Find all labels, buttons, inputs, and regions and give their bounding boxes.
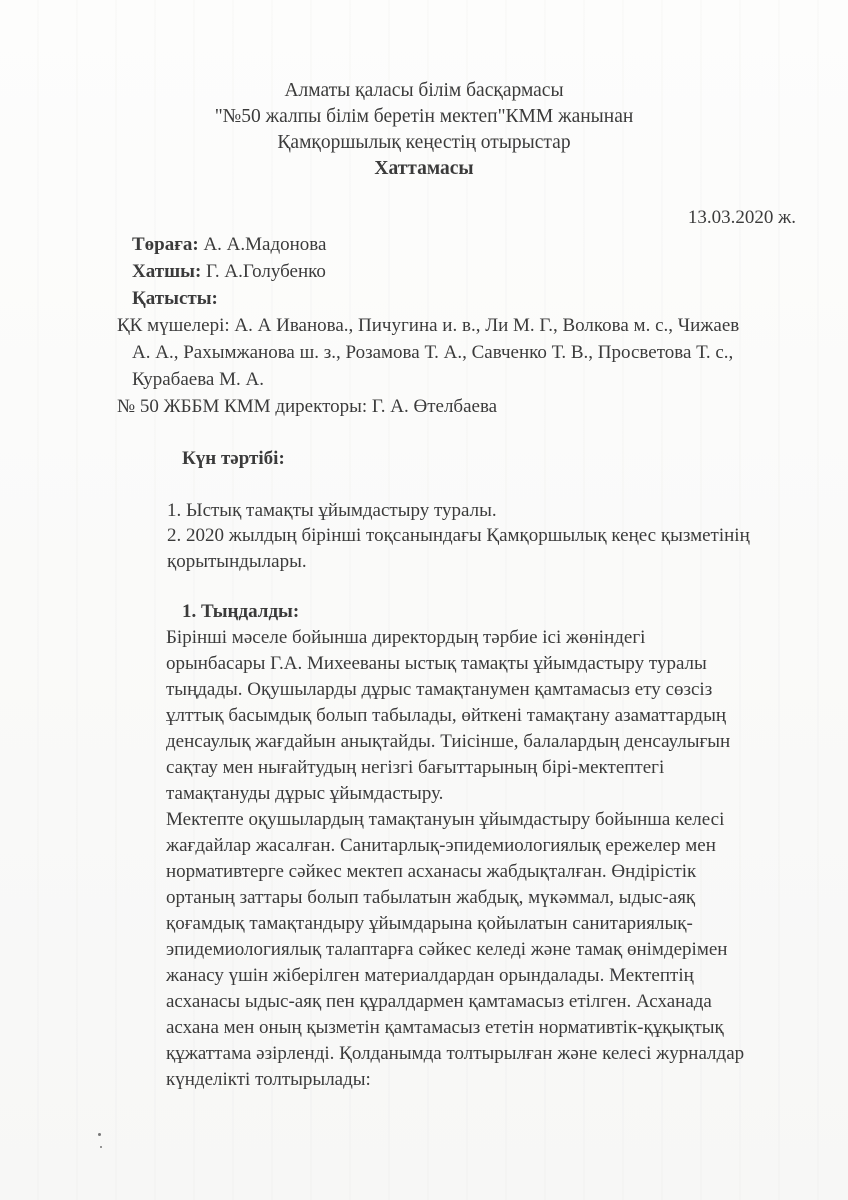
secretary-row [132,260,326,284]
header-council: Қамқоршылық кеңестің отырыстар [277,132,571,153]
header-organization: Алматы қаласы білім басқармасы [284,80,564,101]
document-title: Хаттамасы [374,158,474,179]
director-line: № 50 ЖББМ КММ директоры: Г. А. Өтелбаева [117,396,498,417]
body-line: нормативтерге сәйкес мектеп асханасы жабдықталған. Өндірістік [166,861,697,882]
scan-speck [100,1146,102,1148]
members-line-1: ҚК мүшелері: А. А Иванова., Пичугина и. в., Ли М. Г., Волкова м. с., Чижаев [117,315,740,336]
secretary-name: Г. А.Голубенко [201,261,326,282]
chair-name: А. А.Мадонова [198,234,327,255]
agenda-item-1: 1. Ыстық тамақты ұйымдастыру туралы. [167,500,497,521]
body-line: тыңдады. Оқушыларды дұрыс тамақтанумен қамтамасыз ету сөзсіз [166,679,713,700]
body-line: жанасу үшін жіберілген материалдардан орындалады. Мектептің [166,965,694,986]
section-1-title: 1. Тыңдалды: [182,601,300,622]
body-line: күнделікті толтырылады: [166,1069,371,1090]
body-line: Бірінші мәселе бойынша директордың тәрбие ісі жөніндегі [166,627,646,648]
body-line: эпидемиологиялық талаптарға сәйкес келеді және тамақ өнімдерімен [166,939,728,960]
scan-speck [98,1133,101,1136]
agenda-item-2-cont: қорытындылары. [167,551,307,572]
members-line-3: Курабаева М. А. [132,369,264,390]
body-line: ұлттық басымдық болып табылады, өйткені тамақтану азаматтардың [166,705,726,726]
body-line: құжаттама әзірленді. Қолданымда толтырылған және келесі журналдар [166,1043,745,1064]
secretary-label: Хатшы: [132,261,202,282]
members-line-2: А. А., Рахымжанова ш. з., Розамова Т. А., Савченко Т. В., Просветова Т. с., [132,342,734,363]
body-line: қоғамдық тамақтандыру ұйымдарына қойылатын санитариялық- [166,913,693,934]
body-line: орынбасары Г.А. Михееваны ыстық тамақты ұйымдастыру туралы [166,653,707,674]
body-line: ортаның заттары болып табылатын жабдық, мүкәммал, ыдыс-аяқ [166,887,696,908]
body-line: тамақтануды дұрыс ұйымдастыру. [166,783,444,804]
body-line: жағдайлар жасалған. Санитарлық-эпидемиологиялық ережелер мен [166,835,716,856]
body-line: асхана мен оның қызметін қамтамасыз ететін нормативтік-құқықтық [166,1017,724,1038]
body-line: асханасы ыдыс-аяқ пен құралдармен қамтамасыз етілген. Асханада [166,991,712,1012]
body-line: сақтау мен нығайтудың негізгі бағыттарының бірі-мектептегі [166,757,665,778]
document-date: 13.03.2020 ж. [687,207,796,228]
body-line: денсаулық жағдайын анықтайды. Тиісінше, балалардың денсаулығын [166,731,731,752]
header-school: "№50 жалпы білім беретін мектеп"КММ жанынан [214,106,634,127]
agenda-title: Күн тәртібі: [182,448,285,469]
chair-label: Төрағa: [132,234,199,255]
agenda-item-2: 2. 2020 жылдың бірінші тоқсанындағы Қамқоршылық кеңес қызметінің [167,525,750,546]
chair-row [132,233,326,257]
body-line: Мектепте оқушылардың тамақтануын ұйымдастыру бойынша келесі [166,809,725,830]
attendees-label: Қатысты: [132,288,218,309]
